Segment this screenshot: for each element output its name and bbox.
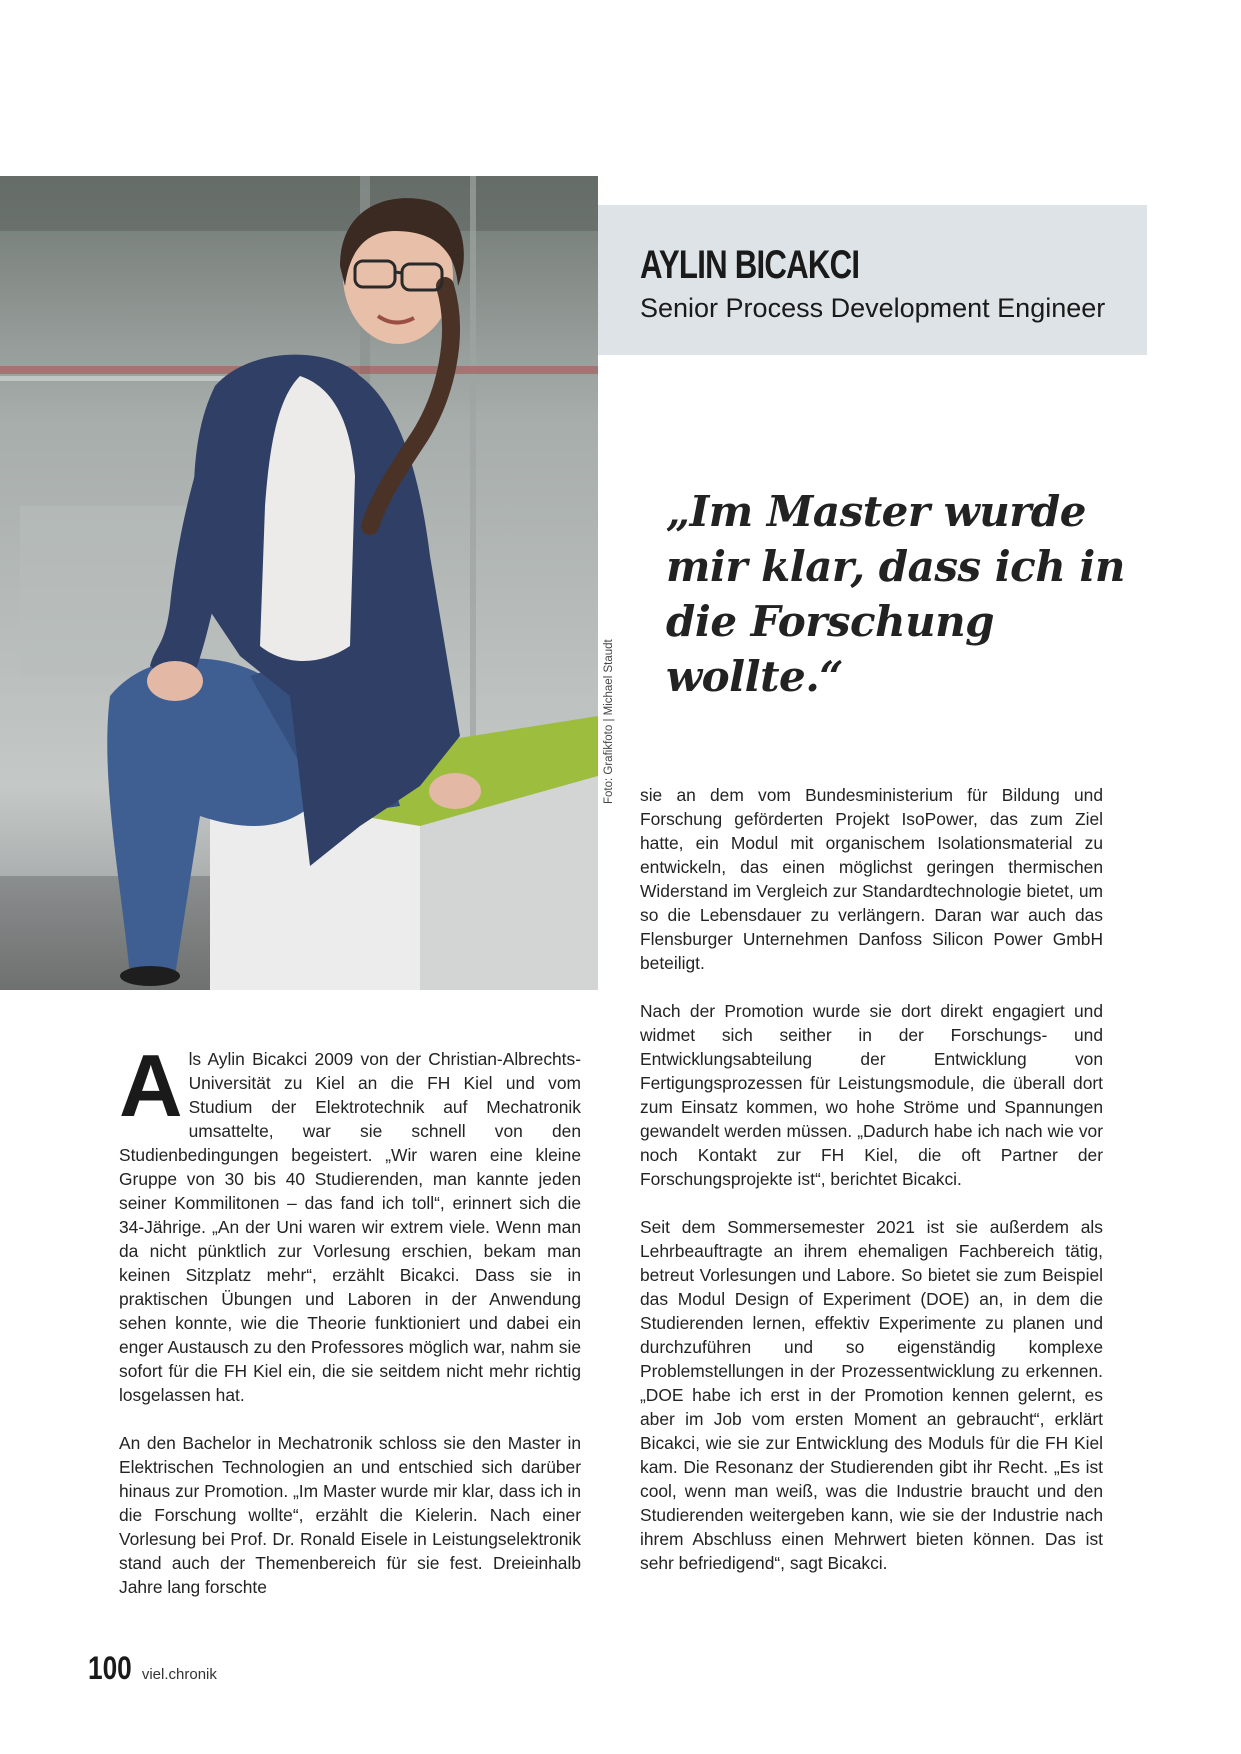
article-paragraph: Seit dem Sommersemester 2021 ist sie außerdem als Lehrbeauftragte an ihrem ehemaligen Fachbereich tätig, betreut Vorlesungen und Labore. So bietet sie zum Beispiel das Modul Design of Experiment (DOE) an, in dem die Studierenden lernen, effektiv Experimente zu planen und durchzuführen und so eigenständig komplexe Problemstellungen in der Prozessentwicklung zu erkennen. „DOE habe ich erst in der Promotion kennen gelernt, es aber im Job vom ersten Moment an gebraucht“, erklärt Bicakci, wie sie zur Entwicklung des Moduls für die FH Kiel kam. Die Resonanz der Studierenden gibt ihr Recht. „Es ist cool, wenn man weiß, was die Industrie braucht und den Studierenden weitergeben kann, wie sie der Industrie nach ihrem Abschluss einen Mehrwert bieten können. Das ist sehr befriedigend“, sagt Bicakci. [640, 1217, 1103, 1573]
page-number: 100 [88, 1650, 132, 1686]
photo-credit: Foto: Grafikfoto | Michael Staudt [603, 639, 615, 804]
page-footer [88, 1650, 221, 1687]
person-job-title: Senior Process Development Engineer [640, 293, 1106, 323]
portrait-illustration [0, 176, 598, 990]
article-column-right [640, 783, 1103, 1599]
drop-cap: A [119, 1036, 183, 1135]
portrait-photo [0, 176, 598, 990]
magazine-name: viel.chronik [141, 1666, 217, 1683]
profile-header [598, 205, 1147, 355]
article-paragraph: sie an dem vom Bundesministerium für Bildung und Forschung geförderten Projekt IsoPower, das zum Ziel hatte, ein Modul mit organischem Isolationsmaterial zu entwickeln, das einen möglichst geringen thermischen Widerstand im Vergleich zur Standardtechnologie bietet, um so die Lebensdauer zu verlängern. Daran war auch das Flensburger Unternehmen Danfoss Silicon Power GmbH beteiligt. [640, 785, 1103, 973]
paragraph-text: ls Aylin Bicakci 2009 von der Christian-Albrechts-Universität zu Kiel an die FH Kiel und vom Studium der Elektrotechnik auf Mechatronik umsattelte, war sie schnell von den Studienbedingungen begeistert. „Wir waren eine kleine Gruppe von 30 bis 40 Studierenden, man kannte jeden seiner Kommilitonen – das fand ich toll“, erinnert sich die 34-Jährige. „An der Uni waren wir extrem viele. Wenn man da nicht pünktlich zur Vorlesung erschien, bekam man keinen Sitzplatz mehr“, erzählt Bicakci. Dass sie in praktischen Übungen und Laboren in der Anwendung sehen konnte, wie die Theorie funktioniert und dabei ein enger Austausch zu den Professores möglich war, nahm sie sofort für die FH Kiel ein, die sie seitdem nicht mehr richtig losgelassen hat. [119, 1049, 581, 1405]
pull-quote: „Im Master wurde mir klar, dass ich in die Forschung wollte.“ [666, 487, 1125, 701]
article-column-left [119, 1036, 581, 1623]
person-name: AYLIN BICAKCI [640, 243, 860, 287]
article-paragraph: An den Bachelor in Mechatronik schloss sie den Master in Elektrischen Technologien an und entschied sich darüber hinaus zur Promotion. „Im Master wurde mir klar, dass ich in die Forschung wollte“, erzählt die Kielerin. Nach einer Vorlesung bei Prof. Dr. Ronald Eisele in Leistungselektronik stand auch der Themenbereich für sie fest. Dreieinhalb Jahre lang forschte [119, 1433, 581, 1597]
article-paragraph [119, 1036, 581, 1407]
article-paragraph: Nach der Promotion wurde sie dort direkt engagiert und widmet sich seither in der Forschungs- und Entwicklungsabteilung der Entwicklung von Fertigungsprozessen für Leistungsmodule, die überall dort zum Einsatz kommen, wo hohe Ströme und Spannungen gewandelt werden müssen. „Dadurch habe ich nach wie vor noch Kontakt zur FH Kiel, die oft Partner der Forschungsprojekte ist“, berichtet Bicakci. [640, 1001, 1103, 1189]
